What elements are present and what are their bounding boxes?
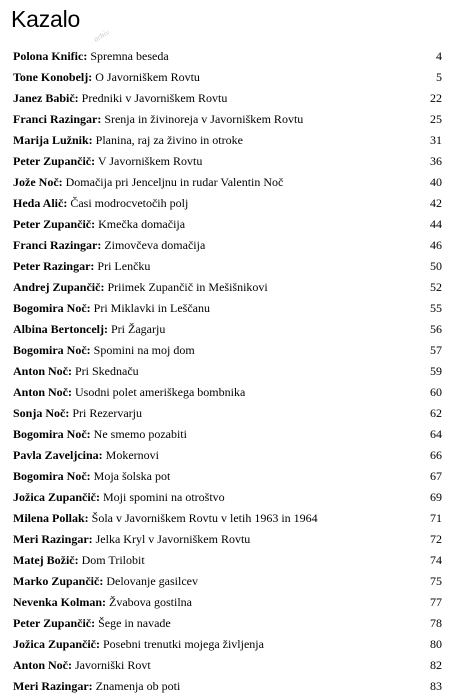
toc-entry-text <box>13 445 159 466</box>
toc-title: O Javorniškem Rovtu <box>95 70 200 84</box>
toc-page-number: 55 <box>430 301 442 315</box>
toc-entry-text <box>13 46 169 67</box>
toc-page-number: 44 <box>430 217 442 231</box>
toc-author: Peter Zupančič: <box>13 616 96 630</box>
toc-entry <box>13 424 442 445</box>
toc-page-number: 82 <box>430 658 442 672</box>
toc-entry <box>13 172 442 193</box>
toc-entry-text <box>13 235 205 256</box>
toc-title: Usodni polet ameriškega bombnika <box>75 385 246 399</box>
toc-title: Spomini na moj dom <box>93 343 195 357</box>
toc-entry-text <box>13 382 245 403</box>
toc-entry-text <box>13 466 170 487</box>
toc-entry <box>13 592 442 613</box>
toc-entry <box>13 151 442 172</box>
toc-title: Jelka Kryl v Javorniškem Rovtu <box>95 532 251 546</box>
toc-entry-text <box>13 529 250 550</box>
toc-title: Pri Rezervarju <box>72 406 142 420</box>
toc-entry-text <box>13 550 145 571</box>
page-title: Kazalo <box>11 6 81 32</box>
toc-entry-text <box>13 361 139 382</box>
toc-entry-text <box>13 319 165 340</box>
toc-title: Dom Trilobit <box>81 553 145 567</box>
toc-author: Nevenka Kolman: <box>13 595 106 609</box>
toc-title: Domačija pri Jenceljnu in rudar Valentin Noč <box>65 175 284 189</box>
toc-title: Šola v Javorniškem Rovtu v letih 1963 in 1964 <box>91 511 318 525</box>
toc-page-number: 46 <box>430 238 442 252</box>
toc-entry <box>13 382 442 403</box>
toc-author: Marko Zupančič: <box>13 574 104 588</box>
toc-page-number: 74 <box>430 553 442 567</box>
toc-title: Pri Skednaču <box>75 364 139 378</box>
toc-page-number: 77 <box>430 595 442 609</box>
toc-entry <box>13 466 442 487</box>
toc-entry <box>13 46 442 67</box>
toc-author: Jožica Zupančič: <box>13 637 100 651</box>
toc-entry <box>13 361 442 382</box>
toc-entry-text <box>13 277 268 298</box>
toc-page-number: 4 <box>436 49 442 63</box>
toc-entry <box>13 109 442 130</box>
toc-entry-text <box>13 109 303 130</box>
toc-page-number: 72 <box>430 532 442 546</box>
toc-author: Polona Knific: <box>13 49 88 63</box>
toc-author: Bogomira Noč: <box>13 427 91 441</box>
toc-page-number: 78 <box>430 616 442 630</box>
toc-title: Mokernovi <box>105 448 159 462</box>
toc-entry-text <box>13 256 150 277</box>
toc-page-number: 36 <box>430 154 442 168</box>
toc-author: Bogomira Noč: <box>13 301 91 315</box>
toc-author: Peter Razingar: <box>13 259 95 273</box>
toc-author: Meri Razingar: <box>13 532 93 546</box>
toc-page-number: 64 <box>430 427 442 441</box>
toc-entry <box>13 571 442 592</box>
toc-title: Pri Lenčku <box>97 259 151 273</box>
toc-title: Predniki v Javorniškem Rovtu <box>81 91 228 105</box>
toc-page-number: 60 <box>430 385 442 399</box>
toc-title: Pri Žagarju <box>111 322 166 336</box>
toc-page-number: 42 <box>430 196 442 210</box>
toc-entry-text <box>13 676 180 697</box>
toc-entry-text <box>13 151 202 172</box>
toc-page-number: 69 <box>430 490 442 504</box>
toc-entry <box>13 676 442 697</box>
toc-author: Bogomira Noč: <box>13 343 91 357</box>
toc-entry-text <box>13 67 200 88</box>
toc-entry-text <box>13 571 198 592</box>
toc-author: Janez Babič: <box>13 91 79 105</box>
toc-title: V Javorniškem Rovtu <box>97 154 203 168</box>
toc-page-number: 75 <box>430 574 442 588</box>
toc-page-number: 67 <box>430 469 442 483</box>
toc-page-number: 59 <box>430 364 442 378</box>
toc-entry-text <box>13 172 283 193</box>
toc-entry <box>13 340 442 361</box>
toc-entry <box>13 613 442 634</box>
toc-title: Priimek Zupančič in Mešišnikovi <box>107 280 268 294</box>
toc-author: Franci Razingar: <box>13 238 102 252</box>
toc-author: Peter Zupančič: <box>13 154 96 168</box>
toc-entry-text <box>13 193 188 214</box>
toc-title: Posebni trenutki mojega življenja <box>103 637 264 651</box>
toc-author: Tone Konobelj: <box>13 70 93 84</box>
toc-title: Kmečka domačija <box>98 217 186 231</box>
toc-title: Srenja in živinoreja v Javorniškem Rovtu <box>104 112 304 126</box>
toc-author: Anton Noč: <box>13 364 72 378</box>
toc-entry <box>13 655 442 676</box>
toc-entry-text <box>13 403 142 424</box>
toc-page-number: 66 <box>430 448 442 462</box>
toc-author: Albina Bertoncelj: <box>13 322 108 336</box>
toc-title: Planina, raj za živino in otroke <box>95 133 243 147</box>
toc-entry <box>13 508 442 529</box>
toc-author: Franci Razingar: <box>13 112 102 126</box>
toc-page-number: 52 <box>430 280 442 294</box>
toc-author: Andrej Zupančič: <box>13 280 105 294</box>
toc-author: Anton Noč: <box>13 658 72 672</box>
toc-author: Heda Alič: <box>13 196 68 210</box>
toc-entry <box>13 67 442 88</box>
toc-page-number: 71 <box>430 511 442 525</box>
toc-entry <box>13 634 442 655</box>
toc-author: Meri Razingar: <box>13 679 93 693</box>
toc-page-number: 31 <box>430 133 442 147</box>
toc-entry <box>13 277 442 298</box>
toc-title: Znamenja ob poti <box>95 679 181 693</box>
toc-entry-text <box>13 655 151 676</box>
toc-entry <box>13 550 442 571</box>
toc-entry-text <box>13 88 227 109</box>
toc-entry <box>13 298 442 319</box>
toc-entry <box>13 130 442 151</box>
toc-author: Matej Božič: <box>13 553 79 567</box>
toc-author: Bogomira Noč: <box>13 469 91 483</box>
toc-entry-text <box>13 508 318 529</box>
toc-entry <box>13 445 442 466</box>
toc-title: Moji spomini na otroštvo <box>103 490 225 504</box>
toc-entry <box>13 235 442 256</box>
toc-author: Anton Noč: <box>13 385 72 399</box>
toc-author: Jožica Zupančič: <box>13 490 100 504</box>
toc-entry-text <box>13 214 185 235</box>
toc-entry-text <box>13 130 243 151</box>
toc-entry-text <box>13 298 210 319</box>
toc-title: Ne smemo pozabiti <box>93 427 187 441</box>
toc-page-number: 62 <box>430 406 442 420</box>
toc-entry-text <box>13 487 225 508</box>
toc-entry-text <box>13 424 187 445</box>
toc-page-number: 80 <box>430 637 442 651</box>
toc-title: Žvabova gostilna <box>109 595 192 609</box>
toc-author: Peter Zupančič: <box>13 217 96 231</box>
toc-entry <box>13 403 442 424</box>
toc-title: Delovanje gasilcev <box>106 574 198 588</box>
toc-author: Marija Lužnik: <box>13 133 93 147</box>
toc-title: Moja šolska pot <box>93 469 171 483</box>
toc-title: Pri Miklavki in Leščanu <box>93 301 210 315</box>
toc-entry-text <box>13 592 192 613</box>
toc-entry <box>13 88 442 109</box>
toc-title: Spremna beseda <box>90 49 169 63</box>
toc-title: Časi modrocvetočih polj <box>70 196 189 210</box>
toc-entry <box>13 319 442 340</box>
toc-page-number: 5 <box>436 70 442 84</box>
toc-entry-text <box>13 634 264 655</box>
toc-entry-text <box>13 613 171 634</box>
toc-author: Pavla Zaveljcina: <box>13 448 103 462</box>
toc-title: Javorniški Rovt <box>75 658 151 672</box>
toc-entry <box>13 214 442 235</box>
toc-page-number: 40 <box>430 175 442 189</box>
toc-page-number: 22 <box>430 91 442 105</box>
toc-entry <box>13 529 442 550</box>
toc-page-number: 25 <box>430 112 442 126</box>
toc-page-number: 50 <box>430 259 442 273</box>
toc-entry <box>13 256 442 277</box>
toc-author: Sonja Noč: <box>13 406 70 420</box>
toc-page-number: 57 <box>430 343 442 357</box>
toc-title: Šege in navade <box>98 616 171 630</box>
toc-page-number: 56 <box>430 322 442 336</box>
toc-entry <box>13 487 442 508</box>
watermark: arhiv <box>92 27 112 44</box>
toc-title: Zimovčeva domačija <box>104 238 206 252</box>
toc-author: Jože Noč: <box>13 175 63 189</box>
toc-entry <box>13 193 442 214</box>
toc-page-number: 83 <box>430 679 442 693</box>
table-of-contents <box>13 46 442 697</box>
toc-author: Milena Pollak: <box>13 511 89 525</box>
toc-entry-text <box>13 340 195 361</box>
